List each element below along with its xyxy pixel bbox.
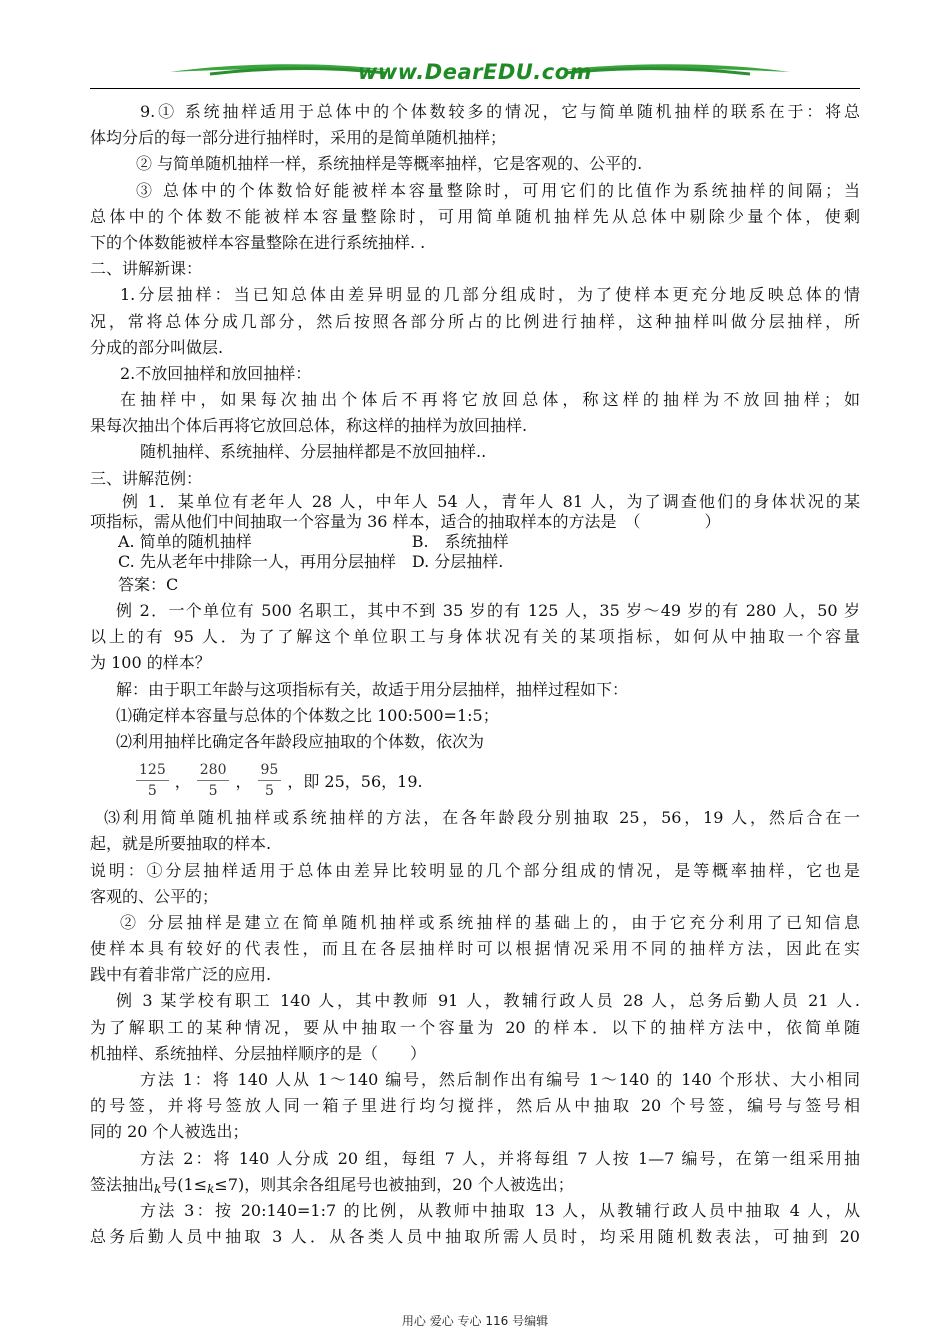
brand-logo-text: www.DearEDU.com: [357, 60, 593, 84]
option-line: C. 先从老年中排除一人，再用分层抽样 D. 分层抽样.: [118, 551, 504, 571]
text-line: 随机抽样、系统抽样、分层抽样都是不放回抽样..: [140, 442, 487, 462]
text-line: 方法 3：按 20:140=1:7 的比例，从教师中抽取 13 人，从教辅行政人员中抽取 4 人，从: [140, 1200, 860, 1220]
fraction-result: ，即 25，56，19.: [287, 771, 423, 791]
header-rule: [90, 88, 860, 89]
text-line: ② 与简单随机抽样一样，系统抽样是等概率抽样，它是客观的、公平的.: [136, 154, 643, 174]
section-heading: 三、讲解范例：: [90, 468, 203, 488]
text-line: 为了解职工的某种情况，要从中抽取一个容量为 20 的样本．以下的抽样方法中，依简单随: [90, 1017, 860, 1037]
text-line: 使样本具有较好的代表性，而且在各层抽样时可以根据情况采用不同的抽样方法，因此在实: [90, 939, 860, 959]
text-line: 客观的、公平的；: [90, 886, 219, 906]
text-line: 9.① 系统抽样适用于总体中的个体数较多的情况，它与简单随机抽样的联系在于：将总: [140, 102, 860, 121]
text-line: 机抽样、系统抽样、分层抽样顺序的是（ ）: [90, 1043, 427, 1063]
text-line: 方法 1：将 140 人从 1～140 编号，然后制作出有编号 1～140 的 140 个形状、大小相同: [140, 1070, 860, 1089]
answer-line: 答案：C: [118, 574, 179, 594]
text-line: ② 分层抽样是建立在简单随机抽样或系统抽样的基础上的，由于它充分利用了已知信息: [120, 912, 860, 932]
text-line: 解：由于职工年龄与这项指标有关，故适于用分层抽样，抽样过程如下：: [116, 679, 629, 699]
text-line: 在抽样中，如果每次抽出个体后不再将它放回总体，称这样的抽样为不放回抽样；如: [120, 390, 860, 410]
text-line: 的号签，并将号签放人同一箱子里进行均匀搅拌，然后从中抽取 20 个号签，编号与签号相: [90, 1096, 860, 1116]
text-line: 签法抽出k号(1≤k≤7)，则其余各组尾号也被抽到，20 个人被选出；: [90, 1174, 574, 1196]
text-line: 分成的部分叫做层.: [90, 337, 224, 357]
text-line: 例 2．一个单位有 500 名职工，其中不到 35 岁的有 125 人，35 岁～49 岁的有 280 人，50 岁: [116, 601, 860, 620]
text-line: ⑴确定样本容量与总体的个体数之比 100:500=1:5；: [116, 705, 499, 725]
text-line: 果每次抽出个体后再将它放回总体，称这样的抽样为放回抽样.: [90, 416, 528, 436]
text-line: ⑶利用简单随机抽样或系统抽样的方法，在各年龄段分别抽取 25，56，19 人，然后合在一: [104, 808, 860, 828]
fraction: $\frac{125}{5}$: [136, 760, 169, 801]
text-line: 总务后勤人员中抽取 3 人．从各类人员中抽取所需人员时，均采用随机数表法，可抽到 20: [90, 1227, 860, 1247]
fraction: $\frac{280}{5}$: [197, 760, 230, 801]
text-line: 例 1．某单位有老年人 28 人，中年人 54 人，青年人 81 人，为了调查他们的身体状况的某: [122, 491, 860, 511]
text-line: 2.不放回抽样和放回抽样：: [120, 363, 312, 383]
text-line: 下的个体数能被样本容量整除在进行系统抽样. .: [90, 232, 426, 252]
text-line: 起，就是所要抽取的样本.: [90, 834, 272, 854]
text-line: 同的 20 个人被选出；: [90, 1122, 249, 1142]
fraction: $\frac{95}{5}$: [258, 760, 282, 801]
text-line: 践中有着非常广泛的应用.: [90, 965, 272, 985]
text-line: 项指标，需从他们中间抽取一个容量为 36 样本，适合的抽取样本的方法是 （ ）: [90, 511, 721, 531]
section-heading: 二、讲解新课：: [90, 259, 203, 279]
text-line: 为 100 的样本？: [90, 653, 211, 673]
document-body: [90, 99, 860, 1250]
text-line: 例 3 某学校有职工 140 人，其中教师 91 人，教辅行政人员 28 人，总务后勤人员 21 人.: [116, 991, 860, 1011]
text-line: 体均分后的每一部分进行抽样时，采用的是简单随机抽样；: [90, 128, 507, 148]
text-line: 况，常将总体分成几部分，然后按照各部分所占的比例进行抽样，这种抽样叫做分层抽样，所: [90, 311, 860, 331]
text-line: 方法 2：将 140 人分成 20 组，每组 7 人，并将每组 7 人按 1—7 编号，在第一组采用抽: [140, 1148, 860, 1168]
text-line: 说明：①分层抽样适用于总体由差异比较明显的几个部分组成的情况，是等概率抽样，它也是: [90, 860, 860, 880]
text-line: ③ 总体中的个体数恰好能被样本容量整除时，可用它们的比值作为系统抽样的间隔；当: [136, 180, 860, 200]
option-line: A. 简单的随机抽样 B. 系统抽样: [118, 531, 509, 551]
text-line: 以上的有 95 人．为了了解这个单位职工与身体状况有关的某项指标，如何从中抽取一个容量: [90, 627, 860, 647]
text-line: 总体中的个体数不能被样本容量整除时，可用简单随机抽样先从总体中剔除少量个体，使剩: [90, 206, 860, 226]
page-footer: 用心 爱心 专心 116 号编辑: [401, 1314, 549, 1328]
text-line: 1.分层抽样：当已知总体由差异明显的几部分组成时，为了使样本更充分地反映总体的情: [120, 285, 860, 305]
fraction-expression: $\frac{125}{5}$ ， $\frac{280}{5}$ ， $\frac{95}{5}$ ，即 25，56，19.: [90, 755, 860, 805]
text-line: ⑵利用抽样比确定各年龄段应抽取的个体数，依次为: [116, 731, 485, 751]
